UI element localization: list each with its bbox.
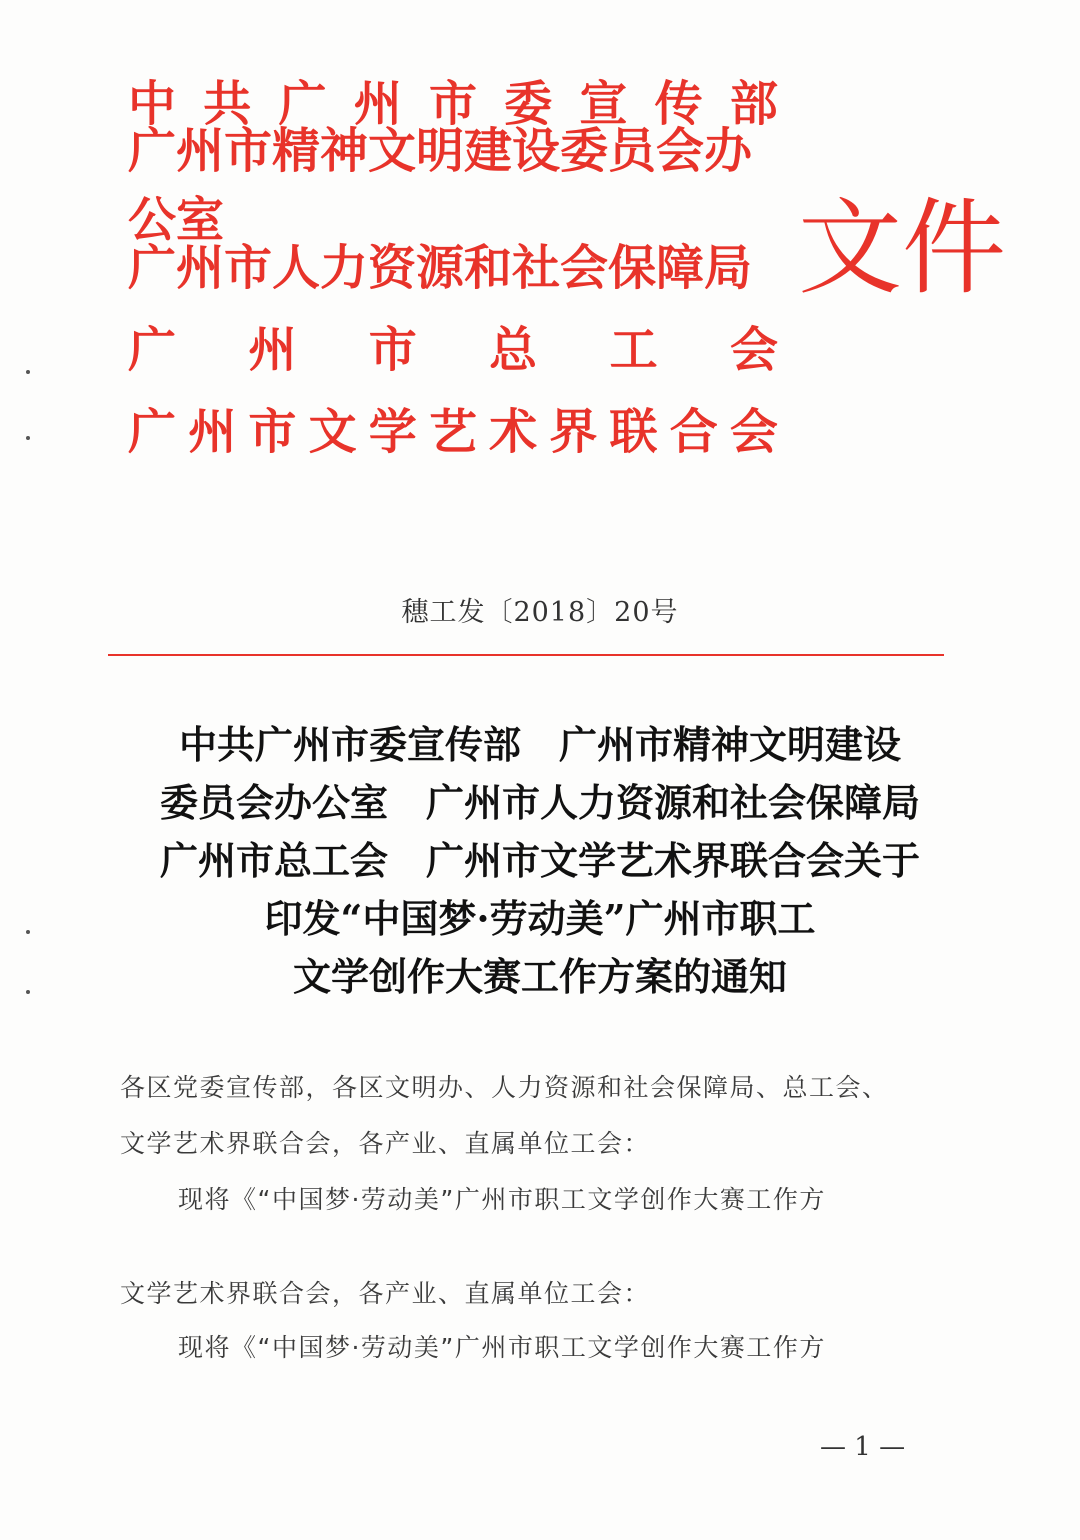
issuer-line-3: 广州市人力资源和社会保障局 (128, 239, 753, 296)
document-title (100, 716, 980, 1006)
document-type-label: 文件 (798, 187, 1007, 309)
scan-speck (26, 930, 30, 934)
document-number: 穗工发〔2018〕20号 (401, 597, 679, 628)
scan-speck (26, 436, 30, 440)
issuer-list (128, 58, 778, 468)
issuer-line-5: 广 州 市 文 学 艺 术 界 联 合 会 (128, 403, 778, 460)
scan-speck (26, 370, 30, 374)
issuer-line-4: 广 州 市 总 工 会 (128, 321, 778, 378)
issuer-line-1: 中 共 广 州 市 委 宣 传 部 (128, 75, 778, 132)
issuer-line-2: 广州市精神文明建设委员会办公室 (128, 123, 753, 248)
recipients-line-1: 各区党委宣传部，各区文明办、人力资源和社会保障局、总工会、 (120, 1073, 889, 1102)
title-line-1: 中共广州市委宣传部 广州市精神文明建设 (178, 722, 901, 767)
paragraph-1-repeat: 现将《“中国梦·劳动美”广州市职工文学创作大赛工作方 (178, 1333, 826, 1362)
recipients-line-2: 文学艺术界联合会，各产业、直属单位工会： (120, 1129, 651, 1158)
title-line-4: 印发“中国梦·劳动美”广州市职工 (264, 896, 816, 941)
title-line-3: 广州市总工会 广州市文学艺术界联合会关于 (159, 838, 920, 883)
red-divider (108, 654, 944, 656)
page-number: — 1 — (820, 1432, 906, 1462)
title-line-2: 委员会办公室 广州市人力资源和社会保障局 (159, 780, 920, 825)
paragraph-1: 现将《“中国梦·劳动美”广州市职工文学创作大赛工作方 (178, 1185, 826, 1214)
title-line-5: 文学创作大赛工作方案的通知 (292, 954, 787, 999)
recipients-line-2-repeat: 文学艺术界联合会，各产业、直属单位工会： (120, 1279, 651, 1308)
scan-speck (26, 990, 30, 994)
